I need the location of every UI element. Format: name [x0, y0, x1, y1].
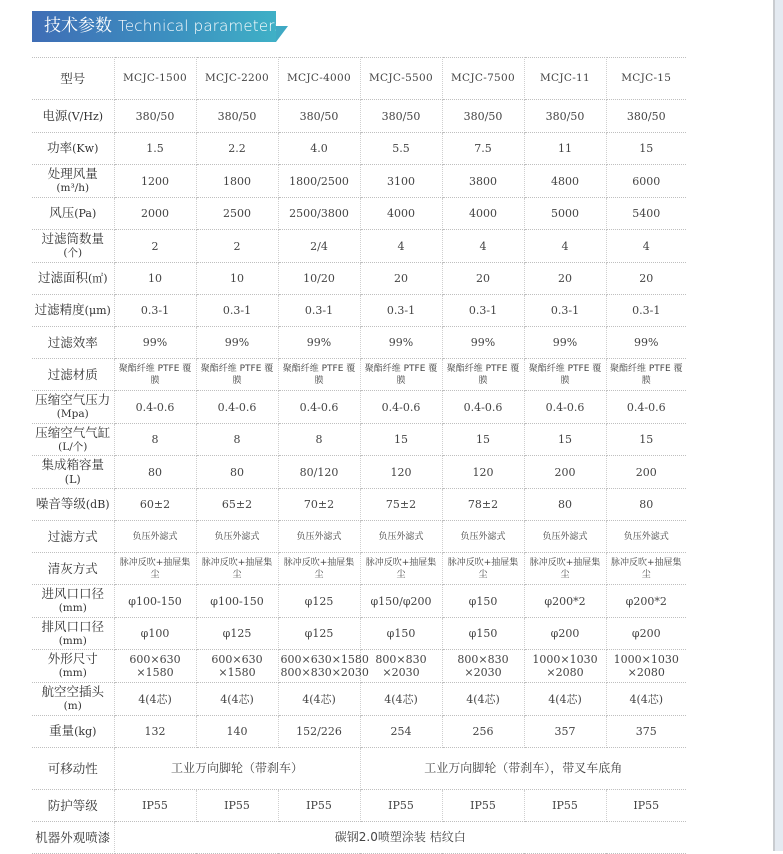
spec-row: [32, 489, 686, 521]
spec-cell: 负压外滤式: [114, 521, 196, 553]
spec-cell: IP55: [360, 790, 442, 822]
spec-row-label: [32, 165, 114, 198]
spec-row-label: [32, 263, 114, 295]
spec-row-finish: [32, 822, 686, 854]
spec-cell: 2500: [196, 198, 278, 230]
spec-cell: 80: [196, 456, 278, 489]
spec-row: [32, 585, 686, 618]
spec-cell: 4: [360, 230, 442, 263]
spec-cell: 脉冲反吹+抽屉集尘: [114, 553, 196, 585]
spec-cell: 聚酯纤维 PTFE 覆膜: [442, 359, 524, 391]
spec-cell: 2.2: [196, 133, 278, 165]
label-text: 压缩空气压力: [35, 392, 111, 407]
spec-cell: 78±2: [442, 489, 524, 521]
spec-cell: 脉冲反吹+抽屉集尘: [606, 553, 686, 585]
spec-cell: 15: [606, 424, 686, 456]
spec-cell: 4000: [442, 198, 524, 230]
spec-row-label: [32, 100, 114, 133]
spec-cell: 4800: [524, 165, 606, 198]
spec-cell: 0.3-1: [442, 295, 524, 327]
spec-row: [32, 359, 686, 391]
spec-cell: φ150: [442, 618, 524, 650]
mobility-left-cell: 工业万向脚轮（带刹车）: [114, 748, 360, 790]
spec-cell: 4: [606, 230, 686, 263]
spec-cell: 15: [442, 424, 524, 456]
spec-row-label: [32, 683, 114, 716]
spec-cell: 75±2: [360, 489, 442, 521]
spec-cell: MCJC-11: [524, 58, 606, 100]
spec-cell: 80/120: [278, 456, 360, 489]
spec-cell: 380/50: [442, 100, 524, 133]
label-text: 噪音等级: [35, 496, 86, 511]
spec-row: [32, 198, 686, 230]
label-text: 压缩空气气缸: [35, 424, 111, 440]
spec-row: [32, 716, 686, 748]
spec-cell: 0.3-1: [114, 295, 196, 327]
spec-cell: 60±2: [114, 489, 196, 521]
spec-cell: 1200: [114, 165, 196, 198]
spec-cell: 99%: [278, 327, 360, 359]
spec-row: [32, 424, 686, 456]
spec-cell: 脉冲反吹+抽屉集尘: [278, 553, 360, 585]
spec-cell: 20: [606, 263, 686, 295]
spec-cell: 负压外滤式: [278, 521, 360, 553]
spec-cell: 8: [196, 424, 278, 456]
spec-row-label: [32, 327, 114, 359]
spec-cell: 256: [442, 716, 524, 748]
spec-cell: 380/50: [278, 100, 360, 133]
label-text: 过滤面积: [37, 270, 88, 285]
label-unit: (Kw): [72, 142, 99, 155]
spec-cell: 120: [360, 456, 442, 489]
label-unit: (μm): [84, 304, 111, 317]
label-unit: (V/Hz): [67, 109, 104, 123]
spec-cell: 15: [606, 133, 686, 165]
spec-cell: 4(4芯): [196, 683, 278, 716]
label-unit: (kg): [74, 725, 97, 738]
spec-cell: 4000: [360, 198, 442, 230]
spec-row: [32, 521, 686, 553]
spec-row-protection: [32, 790, 686, 822]
spec-row: [32, 58, 686, 100]
spec-cell: 254: [360, 716, 442, 748]
section-title-banner: [32, 11, 283, 42]
spec-cell: 380/50: [196, 100, 278, 133]
spec-cell: 99%: [360, 327, 442, 359]
spec-cell: 聚酯纤维 PTFE 覆膜: [360, 359, 442, 391]
spec-cell: 聚酯纤维 PTFE 覆膜: [114, 359, 196, 391]
spec-row-label: [32, 133, 114, 165]
spec-cell: 聚酯纤维 PTFE 覆膜: [196, 359, 278, 391]
label-unit: (mm): [58, 602, 87, 614]
spec-cell: 10: [114, 263, 196, 295]
spec-cell: 6000: [606, 165, 686, 198]
spec-cell: IP55: [524, 790, 606, 822]
spec-cell: 聚酯纤维 PTFE 覆膜: [606, 359, 686, 391]
spec-cell: MCJC-4000: [278, 58, 360, 100]
banner-tail-decoration: [276, 26, 288, 42]
spec-row: [32, 683, 686, 716]
spec-cell: 600×630 ×1580: [114, 650, 196, 683]
spec-cell: 1800/2500: [278, 165, 360, 198]
label-unit: (m): [63, 700, 82, 712]
spec-row-label: [32, 618, 114, 650]
spec-cell: MCJC-15: [606, 58, 686, 100]
spec-cell: IP55: [442, 790, 524, 822]
spec-cell: 4(4芯): [360, 683, 442, 716]
spec-row: [32, 295, 686, 327]
spec-cell: 2500/3800: [278, 198, 360, 230]
label-text: 集成箱容量: [41, 456, 104, 472]
spec-cell: 1000×1030 ×2080: [524, 650, 606, 683]
spec-cell: 80: [606, 489, 686, 521]
spec-row: [32, 327, 686, 359]
finish-cell: 碳钢2.0喷塑涂装 桔纹白: [114, 822, 686, 854]
spec-cell: φ125: [196, 618, 278, 650]
mobility-right-cell: 工业万向脚轮（带刹车），带叉车底角: [360, 748, 686, 790]
spec-cell: 0.4-0.6: [114, 391, 196, 424]
spec-row: [32, 263, 686, 295]
spec-cell: 4(4芯): [524, 683, 606, 716]
spec-cell: 380/50: [524, 100, 606, 133]
spec-cell: φ200*2: [606, 585, 686, 618]
label-unit: (L): [64, 472, 81, 486]
spec-row-label: 机器外观喷漆: [32, 822, 114, 854]
spec-cell: MCJC-7500: [442, 58, 524, 100]
spec-row-label: 可移动性: [32, 748, 114, 790]
spec-row: [32, 650, 686, 683]
spec-cell: IP55: [606, 790, 686, 822]
spec-cell: φ100-150: [196, 585, 278, 618]
spec-row-label: [32, 716, 114, 748]
label-unit: (mm): [58, 667, 87, 679]
spec-cell: 152/226: [278, 716, 360, 748]
spec-cell: 脉冲反吹+抽屉集尘: [360, 553, 442, 585]
spec-cell: 120: [442, 456, 524, 489]
spec-cell: 2: [196, 230, 278, 263]
spec-cell: 3100: [360, 165, 442, 198]
label-unit: (个): [63, 247, 83, 259]
spec-row: [32, 391, 686, 424]
spec-cell: 脉冲反吹+抽屉集尘: [442, 553, 524, 585]
spec-cell: 375: [606, 716, 686, 748]
spec-cell: 2: [114, 230, 196, 263]
spec-cell: 5000: [524, 198, 606, 230]
spec-cell: φ150/φ200: [360, 585, 442, 618]
spec-cell: 600×630 ×1580: [196, 650, 278, 683]
spec-row-label: [32, 58, 114, 100]
spec-row-label: [32, 391, 114, 424]
label-text: 过滤筒数量: [41, 231, 104, 246]
spec-cell: 65±2: [196, 489, 278, 521]
spec-cell: MCJC-2200: [196, 58, 278, 100]
spec-cell: 7.5: [442, 133, 524, 165]
label-text: 电源: [42, 107, 68, 123]
label-text: 功率: [47, 140, 73, 155]
spec-cell: φ100: [114, 618, 196, 650]
spec-cell: 0.4-0.6: [606, 391, 686, 424]
spec-row: [32, 230, 686, 263]
spec-cell: 0.3-1: [196, 295, 278, 327]
label-unit: (m³/h): [56, 182, 90, 194]
spec-cell: 2/4: [278, 230, 360, 263]
spec-cell: 20: [524, 263, 606, 295]
spec-cell: 80: [524, 489, 606, 521]
label-text: 型号: [60, 70, 86, 86]
spec-cell: 380/50: [114, 100, 196, 133]
spec-cell: 脉冲反吹+抽屉集尘: [196, 553, 278, 585]
label-text: 航空空插头: [41, 684, 104, 699]
spec-cell: φ125: [278, 585, 360, 618]
label-text: 重量: [49, 723, 75, 738]
spec-cell: 2000: [114, 198, 196, 230]
spec-cell: φ200: [524, 618, 606, 650]
label-unit: (㎡): [87, 272, 108, 285]
label-text: 过滤精度: [34, 302, 85, 317]
spec-cell: 5.5: [360, 133, 442, 165]
spec-row-label: [32, 359, 114, 391]
spec-cell: 99%: [606, 327, 686, 359]
spec-cell: 8: [114, 424, 196, 456]
spec-row: [32, 133, 686, 165]
spec-row-label: [32, 230, 114, 263]
spec-cell: φ100-150: [114, 585, 196, 618]
spec-cell: 99%: [442, 327, 524, 359]
spec-cell: 负压外滤式: [524, 521, 606, 553]
spec-cell: 15: [360, 424, 442, 456]
spec-cell: IP55: [114, 790, 196, 822]
spec-cell: 4: [524, 230, 606, 263]
spec-cell: 聚酯纤维 PTFE 覆膜: [278, 359, 360, 391]
spec-cell: 0.3-1: [278, 295, 360, 327]
spec-cell: 负压外滤式: [196, 521, 278, 553]
spec-cell: 0.3-1: [606, 295, 686, 327]
spec-cell: φ200: [606, 618, 686, 650]
spec-cell: 80: [114, 456, 196, 489]
section-title-cn: 技术参数: [44, 16, 112, 36]
spec-cell: 15: [524, 424, 606, 456]
spec-cell: 380/50: [606, 100, 686, 133]
spec-cell: 3800: [442, 165, 524, 198]
spec-cell: 0.4-0.6: [196, 391, 278, 424]
spec-row-mobility: [32, 748, 686, 790]
spec-cell: MCJC-1500: [114, 58, 196, 100]
spec-row: [32, 553, 686, 585]
spec-cell: 脉冲反吹+抽屉集尘: [524, 553, 606, 585]
label-text: 过滤方式: [47, 528, 98, 544]
label-text: 清灰方式: [47, 560, 98, 576]
spec-cell: 70±2: [278, 489, 360, 521]
label-unit: (dB): [85, 498, 110, 511]
label-text: 过滤材质: [47, 366, 98, 382]
spec-cell: 10: [196, 263, 278, 295]
spec-cell: 0.4-0.6: [278, 391, 360, 424]
label-unit: (L/个): [58, 440, 88, 453]
spec-cell: φ150: [360, 618, 442, 650]
spec-cell: 0.3-1: [524, 295, 606, 327]
spec-cell: 357: [524, 716, 606, 748]
spec-cell: 负压外滤式: [360, 521, 442, 553]
label-unit: (Pa): [74, 207, 97, 220]
spec-row-label: [32, 424, 114, 456]
spec-cell: 4(4芯): [442, 683, 524, 716]
spec-cell: 140: [196, 716, 278, 748]
spec-row-label: 防护等级: [32, 790, 114, 822]
label-text: 进风口口径: [41, 586, 104, 601]
spec-cell: 200: [606, 456, 686, 489]
spec-row-label: [32, 650, 114, 683]
spec-row: [32, 456, 686, 489]
label-unit: (mm): [58, 634, 87, 647]
spec-cell: 0.3-1: [360, 295, 442, 327]
spec-cell: 负压外滤式: [606, 521, 686, 553]
spec-cell: 99%: [114, 327, 196, 359]
spec-cell: IP55: [278, 790, 360, 822]
spec-cell: 4: [442, 230, 524, 263]
spec-row: [32, 165, 686, 198]
spec-cell: 200: [524, 456, 606, 489]
spec-cell: φ200*2: [524, 585, 606, 618]
spec-cell: 负压外滤式: [442, 521, 524, 553]
spec-cell: MCJC-5500: [360, 58, 442, 100]
spec-row-label: [32, 553, 114, 585]
spec-cell: 1800: [196, 165, 278, 198]
spec-cell: 99%: [524, 327, 606, 359]
label-text: 处理风量: [47, 166, 98, 181]
spec-row-label: [32, 456, 114, 489]
spec-cell: φ150: [442, 585, 524, 618]
spec-cell: 5400: [606, 198, 686, 230]
spec-cell: 10/20: [278, 263, 360, 295]
spec-cell: 1000×1030 ×2080: [606, 650, 686, 683]
label-text: 风压: [49, 205, 75, 220]
spec-cell: 380/50: [360, 100, 442, 133]
spec-row: [32, 100, 686, 133]
label-text: 外形尺寸: [47, 651, 98, 666]
spec-row-label: [32, 198, 114, 230]
spec-cell: 99%: [196, 327, 278, 359]
label-text: 排风口口径: [41, 618, 104, 634]
spec-cell: 8: [278, 424, 360, 456]
spec-cell: 20: [442, 263, 524, 295]
spec-cell: 11: [524, 133, 606, 165]
spec-cell: φ125: [278, 618, 360, 650]
label-unit: (Mpa): [56, 408, 89, 420]
spec-cell: 4(4芯): [114, 683, 196, 716]
spec-row: [32, 618, 686, 650]
spec-cell: 4(4芯): [606, 683, 686, 716]
spec-cell: 0.4-0.6: [360, 391, 442, 424]
spec-cell: 4(4芯): [278, 683, 360, 716]
spec-cell: 132: [114, 716, 196, 748]
spec-cell: 1.5: [114, 133, 196, 165]
spec-cell: 聚酯纤维 PTFE 覆膜: [524, 359, 606, 391]
spec-cell: 600×630×1580 800×830×2030: [278, 650, 360, 683]
spec-row-label: [32, 585, 114, 618]
spec-cell: 4.0: [278, 133, 360, 165]
page-scrollbar-edge: [773, 0, 783, 851]
label-text: 过滤效率: [47, 334, 98, 350]
spec-cell: 0.4-0.6: [524, 391, 606, 424]
spec-row-label: [32, 521, 114, 553]
spec-row-label: [32, 489, 114, 521]
spec-cell: IP55: [196, 790, 278, 822]
spec-cell: 0.4-0.6: [442, 391, 524, 424]
spec-cell: 800×830 ×2030: [442, 650, 524, 683]
section-title-en: Technical parameters: [118, 17, 283, 35]
spec-cell: 20: [360, 263, 442, 295]
spec-cell: 800×830 ×2030: [360, 650, 442, 683]
spec-row-label: [32, 295, 114, 327]
spec-table: [32, 57, 686, 854]
